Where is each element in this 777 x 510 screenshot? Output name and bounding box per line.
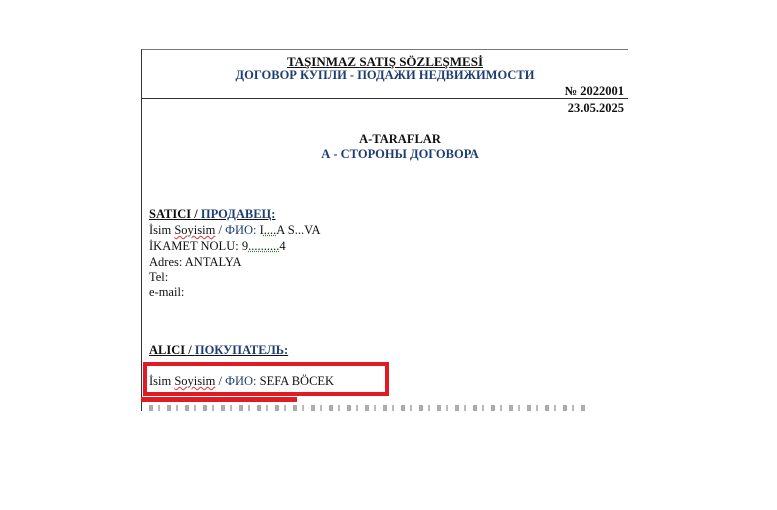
seller-id-label: İKAMET NOLU: [149,239,242,253]
buyer-name-label-b: Soyisim [174,374,216,388]
buyer-name-label-ru: ФИО: [225,374,260,388]
seller-id-value-b: .......... [248,239,280,253]
red-highlight-underline [141,397,297,402]
section-title-russian: А - СТОРОНЫ ДОГОВОРА [321,147,479,161]
document-date: 23.05.2025 [567,101,624,115]
buyer-name-sep: / [215,374,226,388]
buyer-name-value: SEFA BÖCEK [259,374,335,388]
contract-document [141,49,628,411]
seller-heading-ru: ПРОДАВЕЦ: [200,207,276,221]
seller-name-value-b: .... [263,223,277,237]
buyer-heading-ru: ПОКУПАТЕЛЬ: [194,343,289,357]
buyer-heading-tr: ALICI / [149,343,195,357]
seller-name-line [149,223,321,238]
title-russian: ДОГОВОР КУПЛИ - ПОДАЖИ НЕДВИЖИМОСТИ [235,68,535,82]
seller-name-label-b: Soyisim [174,223,216,237]
header-divider [142,98,628,99]
seller-name-sep: / [215,223,226,237]
seller-id-value-c: 4 [279,239,286,253]
seller-id-line [149,239,286,254]
seller-id-value-a: 9 [241,239,249,253]
seller-email-line: e-mail: [149,285,185,299]
seller-tel-line: Tel: [149,270,169,284]
seller-heading [149,207,275,222]
title-tr-prefix: TAŞINMAZ [286,54,360,69]
cropped-text-fragment [149,405,589,411]
seller-name-value-c: A S...VA [276,223,321,237]
red-highlight-box [143,362,389,396]
seller-heading-tr: SATICI / [149,207,201,221]
seller-name-label-a: İsim [149,223,175,237]
buyer-name-label-a: İsim [149,374,175,388]
seller-name-label-ru: ФИО: [225,223,260,237]
seller-name-value-a: I [259,223,264,237]
document-number: № 2022001 [564,84,624,98]
title-tr-suffix: SATIŞ SÖZLEŞMESİ [359,54,484,69]
seller-address-line: Adres: ANTALYA [149,255,242,269]
section-title-turkish: A-TARAFLAR [359,132,441,146]
buyer-heading [149,343,288,358]
